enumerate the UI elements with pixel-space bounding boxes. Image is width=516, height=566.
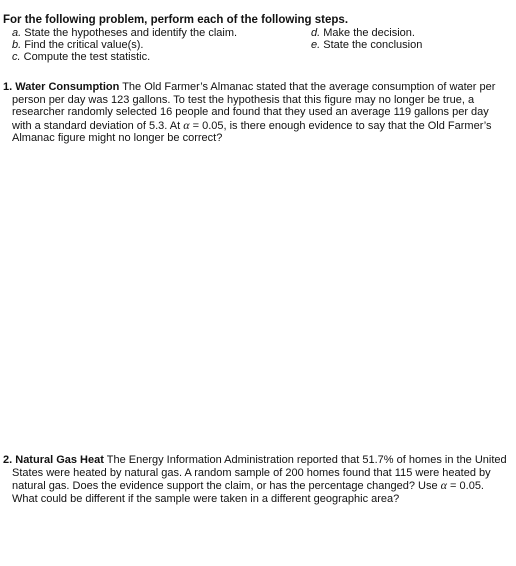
step-a: [12, 27, 237, 39]
alpha-symbol: α: [440, 478, 447, 493]
step-letter: a.: [12, 27, 22, 39]
step-c: [12, 51, 150, 63]
problem-text-cont: = 0.05, is there enough evidence to say that the Old Farmer’s Almanac figure might no longer be correct?: [12, 119, 492, 145]
problem-title: Natural Gas Heat: [15, 454, 104, 466]
step-text: State the conclusion: [323, 39, 423, 51]
step-text: Find the critical value(s).: [24, 39, 144, 51]
problem-text: The Energy Information Administration reported that 51.7% of homes in the United States were heated by natural gas. A random sample of 200 homes found that 115 were heated by natural gas. Does the evidence support the claim, or has the percentage changed? Use: [12, 454, 507, 493]
step-letter: b.: [12, 39, 22, 51]
problem-number: 2.: [3, 454, 13, 466]
step-b: [12, 39, 143, 51]
problem-title: Water Consumption: [15, 81, 120, 93]
instructions-heading: For the following problem, perform each of the following steps.: [3, 14, 349, 26]
alpha-symbol: α: [183, 117, 190, 132]
problem-1-paragraph: [3, 81, 511, 145]
step-letter: d.: [311, 27, 321, 39]
problem-text: The Old Farmer’s Almanac stated that the average consumption of water per person per day was 123 gallons. To test the hypothesis that this figure may no longer be true, a researcher randomly selected 16 people and found that they used an average 119 gallons per day with a standard deviation of 5.3. At: [12, 81, 496, 132]
step-text: State the hypotheses and identify the claim.: [24, 27, 238, 39]
step-text: Compute the test statistic.: [23, 51, 151, 63]
problem-1: [3, 81, 511, 145]
step-e: [311, 39, 422, 51]
problem-2: [3, 454, 511, 505]
problem-2-paragraph: [3, 454, 511, 505]
problem-number: 1.: [3, 81, 13, 93]
problem-text-cont: = 0.05. What could be different if the sample were taken in a different geographic area?: [12, 480, 484, 505]
step-text: Make the decision.: [323, 27, 415, 39]
step-letter: e.: [311, 39, 321, 51]
step-d: [311, 27, 415, 39]
step-letter: c.: [12, 51, 21, 63]
